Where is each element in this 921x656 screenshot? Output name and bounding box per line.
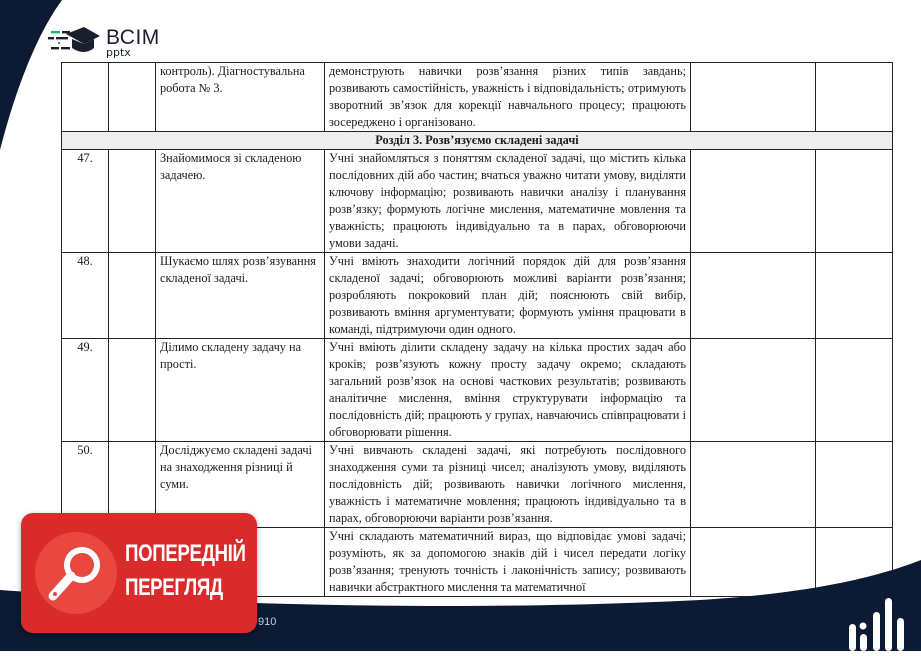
lesson-number: 50. xyxy=(62,442,109,528)
lesson-description: Учні знайомляться з поняттям складеної задачі, що містить кілька послідовних дій або частин; вчаться уважно читати умову, виділяти ключову інформацію; розвивають навички аналізу і планування розв’язку; формують логічне мислення, математичне мовлення та уважність; працюють індивідуально та в парах, обговорюючи умови задачі. xyxy=(325,150,691,253)
brand-name: ВСІМ xyxy=(106,26,160,49)
empty-cell xyxy=(691,442,816,528)
lesson-topic: Ділимо складену задачу на прості. xyxy=(156,339,325,442)
lesson-topic: Досліджуємо складені задачі на знаходження різниці й суми. xyxy=(156,442,325,528)
empty-cell xyxy=(691,150,816,253)
section-title: Розділ 3. Розв’язуємо складені задачі xyxy=(62,132,893,150)
preview-label-line1: ПОПЕРЕДНІЙ xyxy=(125,540,246,567)
lesson-description: Учні вміють ділити складену задачу на кілька простих задач або кроків; розв’язують кожну просту задачу окремо; складають загальний розв’язок на основі часткових результатів; розвивають аналітичне мислення, вміння структурувати інформацію та послідовність дій; працюють у групах, навчаючись співпрацювати і обговорювати рішення. xyxy=(325,339,691,442)
lesson-description: Учні складають математичний вираз, що відповідає умові задачі; розуміють, як за допомогою знаків дій і чисел передати логіку розв’язання; тренують точність і лаконічність запису; розвивають навички абстрактного мислення та математичної xyxy=(325,528,691,597)
graduation-cap-icon xyxy=(48,24,100,61)
lesson-number xyxy=(62,63,109,132)
lesson-description: Учні вміють знаходити логічний порядок дій для розв’язання складеної задачі; обговорюють можливі варіанти розв’язання; розробляють покроковий план дій; пояснюють свій вибір, розвивають вміння аргументувати; формують уміння працювати в команді, підтримуючи один одного. xyxy=(325,253,691,339)
empty-cell xyxy=(691,63,816,132)
empty-cell xyxy=(109,150,156,253)
empty-cell xyxy=(109,339,156,442)
table-row xyxy=(62,253,893,339)
empty-cell xyxy=(691,339,816,442)
lesson-topic: Шукаємо шлях розв’язування складеної задачі. xyxy=(156,253,325,339)
bars-decoration xyxy=(841,590,921,656)
preview-badge[interactable] xyxy=(21,513,257,633)
table-row xyxy=(62,63,893,132)
empty-cell xyxy=(109,253,156,339)
empty-cell xyxy=(816,339,893,442)
empty-cell xyxy=(816,63,893,132)
section-header-row xyxy=(62,132,893,150)
lesson-description: демонструють навички розв’язання різних типів завдань; розвивають самостійність, уважність і відповідальність; отримують зворотний зв’язок для корекції навчального процесу; працюють зосереджено і організовано. xyxy=(325,63,691,132)
magnifier-icon xyxy=(35,532,117,614)
lesson-description: Учні вивчають складені задачі, які потребують послідовного знаходження суми та різниці чисел; аналізують умову, виділяють послідовність дій; розвивають навички логічного мислення, уважність і математичне мовлення; працюють індивідуально та в парах, обговорюючи варіанти розв’язання. xyxy=(325,442,691,528)
empty-cell xyxy=(816,442,893,528)
preview-label-line2: ПЕРЕГЛЯД xyxy=(125,574,223,601)
lesson-number: 48. xyxy=(62,253,109,339)
brand-sub: pptx xyxy=(106,46,131,59)
empty-cell xyxy=(691,253,816,339)
lesson-number: 49. xyxy=(62,339,109,442)
empty-cell xyxy=(109,63,156,132)
lesson-topic: контроль). Діагностувальна робота № 3. xyxy=(156,63,325,132)
table-row xyxy=(62,339,893,442)
empty-cell xyxy=(816,253,893,339)
empty-cell xyxy=(816,150,893,253)
table-row xyxy=(62,150,893,253)
brand-logo[interactable] xyxy=(48,24,160,61)
lesson-number: 47. xyxy=(62,150,109,253)
lesson-topic: Знайомимося зі складеною задачею. xyxy=(156,150,325,253)
page-number: 910 xyxy=(258,616,277,628)
